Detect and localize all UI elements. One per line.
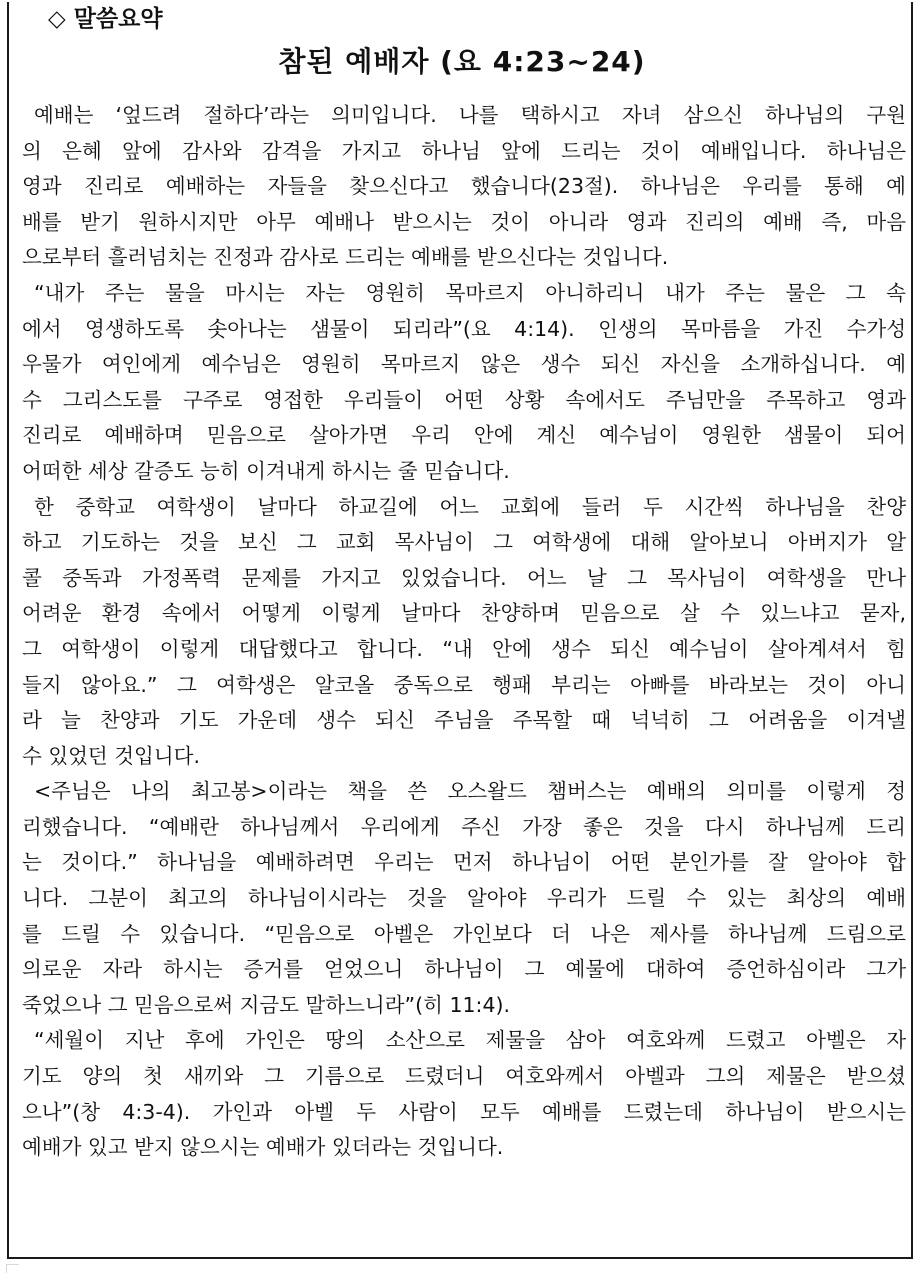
paragraph (22, 98, 906, 276)
text-line: 진리로 예배하며 믿음으로 살아가면 우리 안에 계신 예수님이 영원한 샘물이 되어 (22, 423, 906, 448)
text-line: “세월이 지난 후에 가인은 땅의 소산으로 제물을 삼아 여호와께 드렸고 아벨은 자 (34, 1028, 906, 1053)
text-line: 예배가 있고 받지 않으시는 예배가 있더라는 것입니다. (22, 1135, 504, 1160)
text-line: 어려운 환경 속에서 어떻게 이렇게 날마다 찬양하며 믿음으로 살 수 있느냐고 묻자, (22, 601, 906, 626)
page-corner-mark (6, 1264, 19, 1273)
text-line: 으로부터 흘러넘치는 진정과 감사로 드리는 예배를 받으신다는 것입니다. (22, 245, 669, 270)
paragraph (22, 774, 906, 1023)
text-line: 예배는 ‘엎드려 절하다’라는 의미입니다. 나를 택하시고 자녀 삼으신 하나님의 구원 (34, 103, 906, 127)
text-line: 라 늘 찬양과 기도 가운데 생수 되신 주님을 주목할 때 넉넉히 그 어려움을 이겨낼 (22, 708, 906, 733)
text-line: <주님은 나의 최고봉>이라는 책을 쓴 오스왈드 챔버스는 예배의 의미를 이렇게 정 (34, 779, 906, 804)
text-line: 는 것이다.” 하나님을 예배하려면 우리는 먼저 하나님이 어떤 분인가를 잘 알아야 합 (22, 850, 906, 875)
text-line: 우물가 여인에게 예수님은 영원히 목마르지 않은 생수 되신 자신을 소개하십니다. 예 (22, 352, 906, 377)
text-line: 영과 진리로 예배하는 자들을 찾으신다고 했습니다(23절). 하나님은 우리를 통해 예 (22, 174, 906, 199)
text-line: 의 은혜 앞에 감사와 감격을 가지고 하나님 앞에 드리는 것이 예배입니다. 하나님은 (22, 138, 906, 163)
text-line: 어떠한 세상 갈증도 능히 이겨내게 하시는 줄 믿습니다. (22, 458, 510, 483)
paragraph (22, 1023, 906, 1165)
text-line: 수 있었던 것입니다. (22, 743, 200, 768)
text-line: 으나”(창 4:3-4). 가인과 아벨 두 사람이 모두 예배를 드렸는데 하나님이 받으시는 (22, 1099, 906, 1124)
paragraph (22, 490, 906, 775)
text-line: 하고 기도하는 것을 보신 그 교회 목사님이 그 여학생에 대해 알아보니 아버지가 알 (22, 530, 906, 555)
text-line: 리했습니다. “예배란 하나님께서 우리에게 주신 가장 좋은 것을 다시 하나님께 드리 (22, 814, 906, 839)
text-line: 에서 영생하도록 솟아나는 샘물이 되리라”(요 4:14). 인생의 목마름을 가진 수가성 (22, 316, 906, 341)
text-line: 죽었으나 그 믿음으로써 지금도 말하느니라”(히 11:4). (22, 992, 511, 1017)
sermon-body (22, 98, 906, 1166)
section-label: ◇ 말씀요약 (48, 6, 163, 32)
text-line: 배를 받기 원하시지만 아무 예배나 받으시는 것이 아니라 영과 진리의 예배 즉, 마음 (22, 209, 906, 234)
text-line: 의로운 자라 하시는 증거를 얻었으니 하나님이 그 예물에 대하여 증언하심이라 그가 (22, 957, 906, 982)
text-line: 수 그리스도를 구주로 영접한 우리들이 어떤 상황 속에서도 주님만을 주목하고 영과 (22, 387, 906, 412)
text-line: 기도 양의 첫 새끼와 그 기름으로 드렸더니 여호와께서 아벨과 그의 제물은 받으셨 (22, 1064, 906, 1089)
paragraph (22, 276, 906, 490)
sermon-title: 참된 예배자 (요 4:23~24) (278, 45, 646, 78)
text-line: 한 중학교 여학생이 날마다 하교길에 어느 교회에 들러 두 시간씩 하나님을 찬양 (34, 494, 906, 519)
text-line: “내가 주는 물을 마시는 자는 영원히 목마르지 아니하리니 내가 주는 물은 그 속 (34, 280, 906, 305)
text-line: 그 여학생이 이렇게 대답했다고 합니다. “내 안에 생수 되신 예수님이 살아계셔서 힘 (22, 636, 906, 661)
text-line: 를 드릴 수 있습니다. “믿음으로 아벨은 가인보다 더 나은 제사를 하나님께 드림으로 (22, 921, 906, 946)
text-line: 니다. 그분이 최고의 하나님이시라는 것을 알아야 우리가 드릴 수 있는 최상의 예배 (22, 886, 906, 911)
text-line: 콜 중독과 가정폭력 문제를 가지고 있었습니다. 어느 날 그 목사님이 여학생을 만나 (22, 565, 906, 590)
text-line: 들지 않아요.” 그 여학생은 알코올 중독으로 행패 부리는 아빠를 바라보는 것이 아니 (22, 672, 906, 697)
